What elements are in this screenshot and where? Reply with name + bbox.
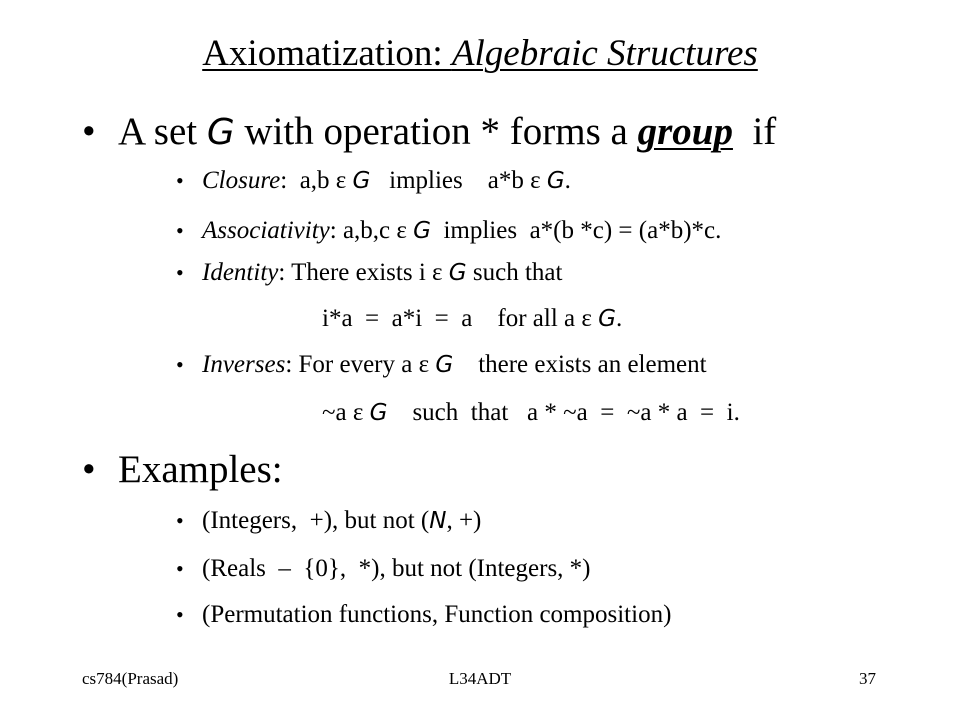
closure-text-1: : a,b ε — [280, 167, 353, 194]
identity-cont-text-1: i*a = a*i = a for all a ε — [322, 305, 599, 332]
inverses-set-symbol: G — [435, 352, 454, 378]
axiom-inverses-continuation — [322, 396, 740, 430]
group-keyword: group — [637, 110, 733, 153]
example-1 — [202, 504, 481, 538]
axiom-closure — [202, 164, 571, 198]
inverses-cont-text-1: ~a ε — [322, 399, 370, 426]
closure-name: Closure — [202, 167, 281, 194]
inverses-cont-text-2: such that a * ~a = ~a * a = i. — [387, 399, 740, 426]
group-def-prefix: A set — [118, 110, 207, 153]
inverses-cont-set-symbol: G — [369, 400, 388, 426]
bullet-identity: • — [176, 260, 184, 285]
naturals-symbol: N — [429, 508, 447, 534]
bullet-group-definition: • — [82, 110, 96, 153]
title-italic: Algebraic Structures — [451, 33, 758, 74]
bullet-example-3: • — [176, 602, 184, 627]
title-plain: Axiomatization: — [202, 33, 452, 74]
closure-set-symbol-1: G — [352, 168, 371, 194]
bullet-inverses: • — [176, 352, 184, 377]
bullet-example-2: • — [176, 556, 184, 581]
example-1-text-2: , +) — [446, 507, 482, 534]
identity-cont-text-2: . — [615, 305, 623, 332]
identity-set-symbol: G — [448, 260, 467, 286]
closure-text-3: . — [564, 167, 571, 194]
axiom-identity-continuation — [322, 302, 622, 336]
bullet-example-1: • — [176, 508, 184, 533]
identity-name: Identity — [202, 259, 279, 286]
example-2: (Reals – {0}, *), but not (Integers, *) — [202, 555, 591, 582]
axiom-identity — [202, 256, 562, 290]
example-1-text-1: (Integers, +), but not ( — [202, 507, 430, 534]
associativity-text-1: : a,b,c ε — [329, 217, 414, 244]
identity-text-2: such that — [466, 259, 563, 286]
bullet-examples: • — [82, 448, 96, 491]
footer-center: L34ADT — [448, 669, 512, 688]
inverses-name: Inverses — [202, 351, 286, 378]
inverses-text-1: : For every a ε — [285, 351, 436, 378]
associativity-set-symbol: G — [413, 218, 431, 244]
group-definition — [118, 108, 776, 157]
closure-set-symbol-2: G — [546, 168, 565, 194]
group-def-middle: with operation * forms a — [234, 110, 638, 153]
bullet-closure: • — [176, 168, 184, 193]
closure-text-2: implies a*b ε — [370, 167, 547, 194]
associativity-name: Associativity — [202, 217, 330, 244]
identity-text-1: : There exists i ε — [278, 259, 449, 286]
set-symbol: G — [206, 112, 235, 153]
slide-title — [0, 30, 960, 78]
associativity-text-2: implies a*(b *c) = (a*b)*c. — [430, 217, 722, 244]
footer-left: cs784(Prasad) — [82, 669, 179, 688]
examples-heading: Examples: — [118, 448, 283, 491]
inverses-text-2: there exists an element — [453, 351, 707, 378]
axiom-inverses — [202, 348, 707, 382]
group-def-suffix: if — [732, 110, 777, 153]
example-3: (Permutation functions, Function composition) — [202, 601, 672, 628]
bullet-associativity: • — [176, 218, 184, 243]
axiom-associativity — [202, 214, 721, 248]
footer-page-number: 37 — [859, 669, 876, 688]
identity-cont-set-symbol: G — [598, 306, 616, 332]
